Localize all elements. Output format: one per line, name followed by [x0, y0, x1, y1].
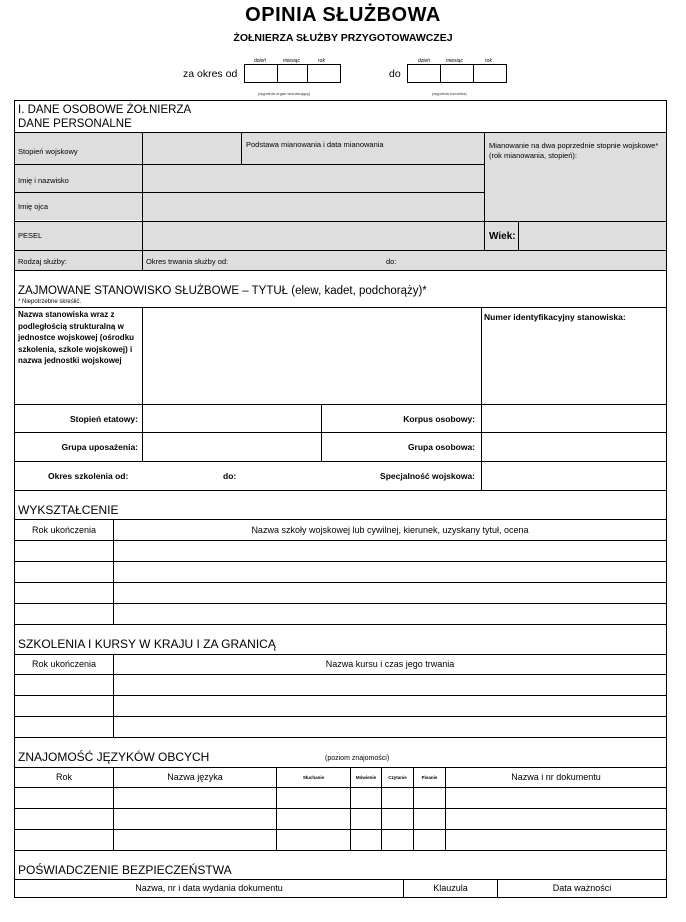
- specialty-label: Specjalność wojskowa:: [380, 471, 475, 481]
- education-name-cell[interactable]: [114, 541, 666, 561]
- service-opinion-form: [14, 100, 667, 898]
- period-to-note: (wypełnia komórka): [432, 91, 467, 96]
- position-name-label: Nazwa stanowiska wraz z podległością strukturalną w jednostce wojskowej (ośrodku szkolenia, szkole wojskowej) i nazwa jednostki wojskowej: [18, 310, 135, 365]
- service-period-label: Okres trwania służby od:: [146, 257, 229, 266]
- training-to-label: do:: [223, 471, 237, 481]
- form-subtitle: ŻOŁNIERZA SŁUŻBY PRZYGOTOWAWCZEJ: [233, 32, 453, 44]
- lang-name-header: Nazwa języka: [167, 772, 223, 782]
- year-caption-to: rok: [485, 58, 492, 64]
- service-type-label: Rodzaj służby:: [18, 257, 67, 266]
- father-field[interactable]: [143, 193, 484, 221]
- month-caption: miesiąc: [283, 58, 300, 64]
- previous-ranks-label: Mianowanie na dwa poprzednie stopnie wojskowe* (rok mianowania, stopień):: [489, 141, 659, 160]
- security-doc-header: Nazwa, nr i data wydania dokumentu: [135, 883, 283, 893]
- training-from-label: Okres szkolenia od:: [48, 471, 129, 481]
- pay-group-field[interactable]: [143, 433, 321, 461]
- courses-name-cell[interactable]: [114, 675, 666, 695]
- lang-speak-header: Mówienie: [355, 775, 377, 780]
- rank-field[interactable]: [143, 133, 241, 164]
- lang-year-header: Rok: [55, 772, 72, 782]
- age-label: Wiek:: [489, 231, 516, 242]
- section1-title: I. DANE OSOBOWE ŻOŁNIERZA: [18, 104, 192, 116]
- position-note: * Niepotrzebne skreślić.: [18, 299, 82, 305]
- education-name-header: Nazwa szkoły wojskowej lub cywilnej, kierunek, uzyskany tytuł, ocena: [251, 525, 529, 535]
- position-name-field[interactable]: [143, 308, 480, 404]
- education-year-cell[interactable]: [15, 541, 113, 561]
- pesel-label: PESEL: [18, 231, 43, 240]
- service-to-label: do:: [386, 257, 397, 266]
- lang-doc-header: Nazwa i nr dokumentu: [511, 772, 601, 782]
- pesel-field[interactable]: [143, 222, 484, 250]
- lang-read-header: Czytanie: [388, 775, 407, 780]
- personnel-group-label: Grupa osobowa:: [407, 442, 475, 452]
- courses-year-header: Rok ukończenia: [31, 659, 97, 669]
- courses-year-cell[interactable]: [15, 675, 113, 695]
- corps-field[interactable]: [482, 405, 666, 432]
- period-from-label: za okres od: [183, 68, 238, 80]
- period-to-day-field[interactable]: [407, 64, 441, 83]
- personnel-group-field[interactable]: [482, 433, 666, 461]
- position-id-label: Numer identyfikacyjny stanowiska:: [484, 312, 626, 322]
- year-caption: rok: [318, 58, 325, 64]
- father-label: Imię ojca: [18, 202, 49, 211]
- period-to-year-field[interactable]: [473, 64, 507, 83]
- courses-name-header: Nazwa kursu i czas jego trwania: [325, 659, 455, 669]
- service-row: [15, 251, 666, 270]
- lang-write-header: Pisanie: [421, 775, 438, 780]
- age-field[interactable]: [519, 222, 666, 250]
- period-from-note: (wypełnia organ wnioskujący): [258, 91, 311, 96]
- period-to-month-field[interactable]: [440, 64, 474, 83]
- name-field[interactable]: [143, 165, 484, 192]
- rank-position-field[interactable]: [143, 405, 321, 432]
- corps-label: Korpus osobowy:: [403, 414, 475, 424]
- period-to-label: do: [389, 68, 401, 80]
- security-clause-header: Klauzula: [433, 883, 468, 893]
- languages-level-note: (poziom znajomości): [325, 755, 390, 762]
- courses-title: SZKOLENIA I KURSY W KRAJU I ZA GRANICĄ: [18, 637, 276, 651]
- security-valid-header: Data ważności: [552, 883, 612, 893]
- rank-position-label: Stopień etatowy:: [69, 414, 138, 424]
- period-from-year-field[interactable]: [307, 64, 341, 83]
- day-caption-to: dzień: [418, 58, 430, 64]
- rank-label: Stopień wojskowy: [18, 147, 78, 156]
- position-title: ZAJMOWANE STANOWISKO SŁUŻBOWE – TYTUŁ (elew, kadet, podchorąży)*: [18, 285, 427, 297]
- specialty-field[interactable]: [482, 462, 666, 490]
- education-year-header: Rok ukończenia: [31, 525, 97, 535]
- security-title: POŚWIADCZENIE BEZPIECZEŃSTWA: [18, 863, 232, 877]
- section1-subtitle: DANE PERSONALNE: [18, 118, 132, 130]
- education-title: WYKSZTAŁCENIE: [18, 503, 119, 517]
- form-title: OPINIA SŁUŻBOWA: [245, 4, 441, 26]
- lang-listen-header: Słuchanie: [302, 775, 325, 780]
- month-caption-to: miesiąc: [446, 58, 463, 64]
- period-from-month-field[interactable]: [277, 64, 308, 83]
- basis-label: Podstawa mianowania i data mianowania: [246, 140, 384, 149]
- lang-name-cell[interactable]: [114, 788, 276, 808]
- day-caption: dzień: [254, 58, 266, 64]
- languages-title: ZNAJOMOŚĆ JĘZYKÓW OBCYCH: [18, 750, 210, 764]
- period-from-day-field[interactable]: [244, 64, 278, 83]
- name-label: Imię i nazwisko: [18, 176, 69, 185]
- pay-group-label: Grupa uposażenia:: [61, 442, 138, 452]
